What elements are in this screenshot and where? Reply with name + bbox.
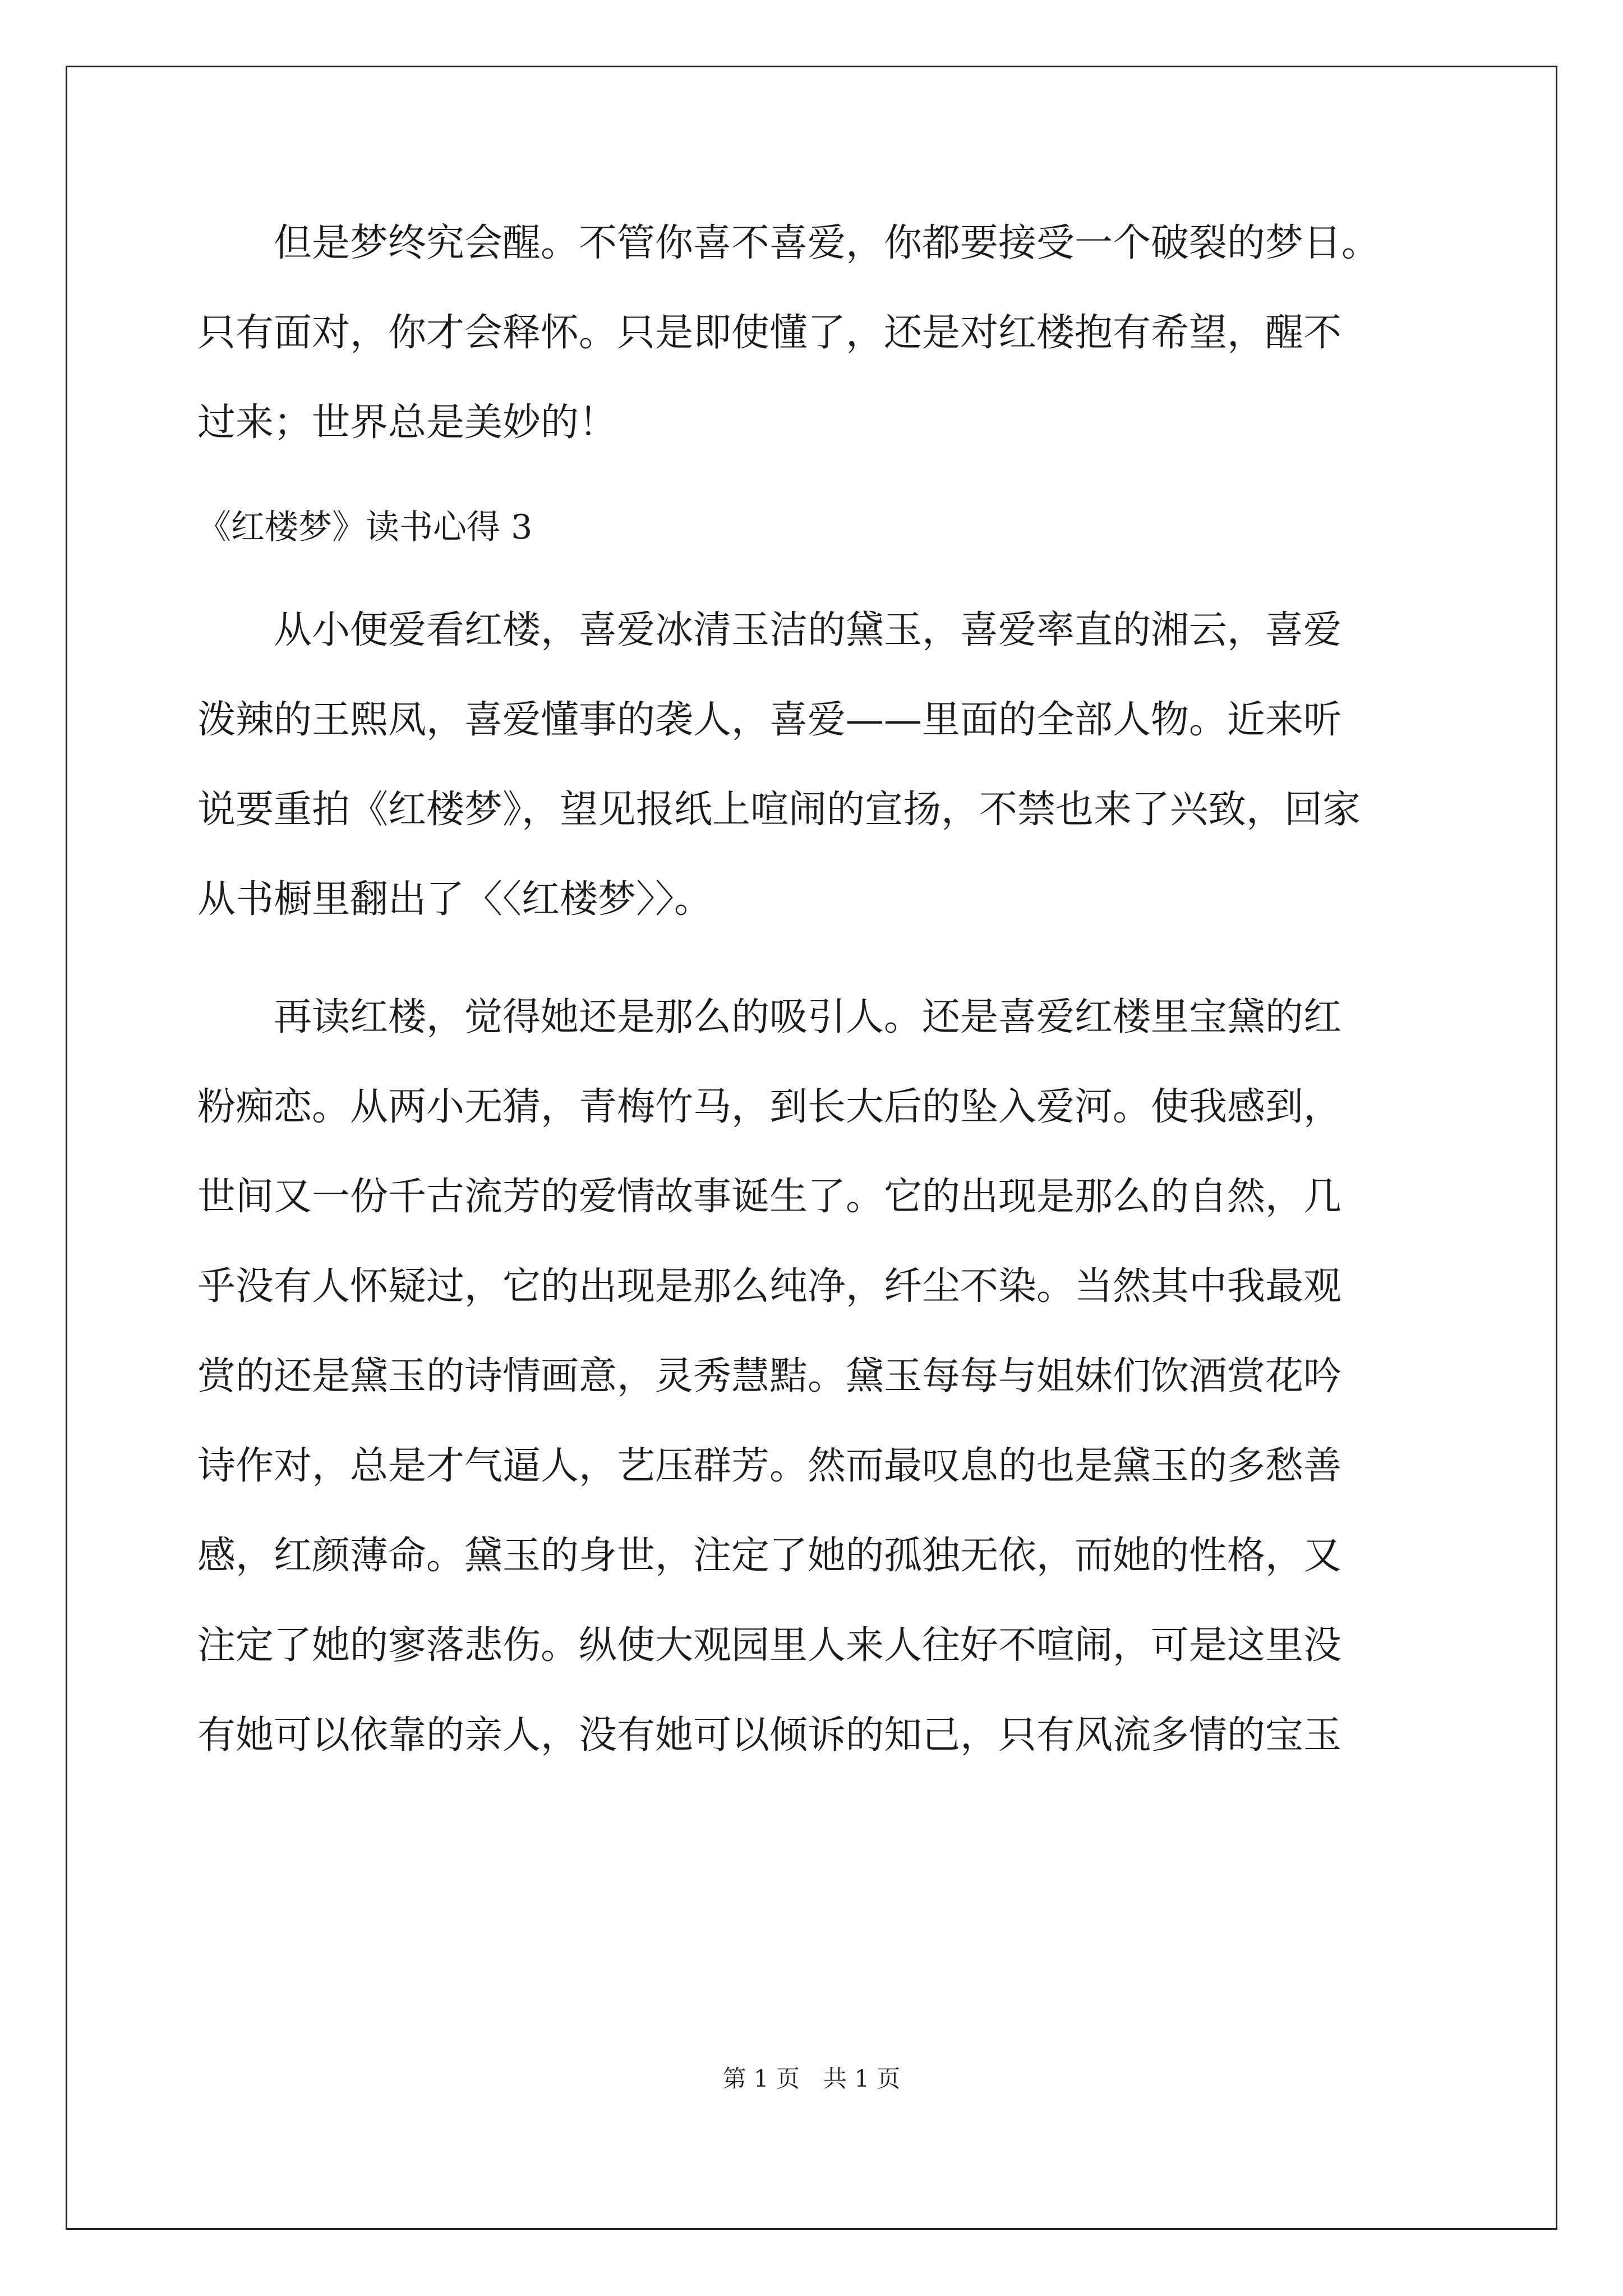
text-line: 注定了她的寥落悲伤。纵使大观园里人来人往好不喧闹，可是这里没 [197, 1623, 1342, 1668]
text-line: 粉痴恋。从两小无猜，青梅竹马，到长大后的坠入爱河。使我感到， [197, 1085, 1342, 1129]
page-number-footer: 第 1 页 共 1 页 [722, 2065, 901, 2092]
text-line: 过来；世界总是美妙的！ [197, 401, 617, 445]
page-border [66, 66, 1557, 2230]
section-heading: 《红楼梦》读书心得 3 [197, 508, 533, 547]
text-line: 诗作对，总是才气逼人，艺压群芳。然而最叹息的也是黛玉的多愁善 [197, 1444, 1342, 1488]
text-line: 再读红楼，觉得她还是那么的吸引人。还是喜爱红楼里宝黛的红 [197, 995, 1342, 1039]
text-line: 有她可以依靠的亲人，没有她可以倾诉的知己，只有风流多情的宝玉 [197, 1713, 1342, 1757]
text-line: 乎没有人怀疑过，它的出现是那么纯净，纤尘不染。当然其中我最观 [197, 1264, 1342, 1309]
text-line: 世间又一份千古流芳的爱情故事诞生了。它的出现是那么的自然，几 [197, 1175, 1342, 1219]
text-line: 说要重拍《红楼梦》，望见报纸上喧闹的宣扬，不禁也来了兴致，回家 [197, 788, 1361, 832]
text-line: 从小便爱看红楼，喜爱冰清玉洁的黛玉，喜爱率直的湘云，喜爱 [197, 608, 1342, 652]
text-line: 从书橱里翻出了〈〈红楼梦〉〉。 [197, 877, 713, 922]
text-line: 赏的还是黛玉的诗情画意，灵秀慧黠。黛玉每每与姐妹们饮酒赏花吟 [197, 1354, 1342, 1398]
text-line: 只有面对，你才会释怀。只是即使懂了，还是对红楼抱有希望，醒不 [197, 311, 1342, 355]
text-line: 但是梦终究会醒。不管你喜不喜爱，你都要接受一个破裂的梦日。 [197, 221, 1380, 265]
text-line: 感，红颜薄命。黛玉的身世，注定了她的孤独无依，而她的性格，又 [197, 1534, 1342, 1578]
text-line: 泼辣的王熙凤，喜爱懂事的袭人，喜爱——里面的全部人物。近来听 [197, 698, 1342, 742]
